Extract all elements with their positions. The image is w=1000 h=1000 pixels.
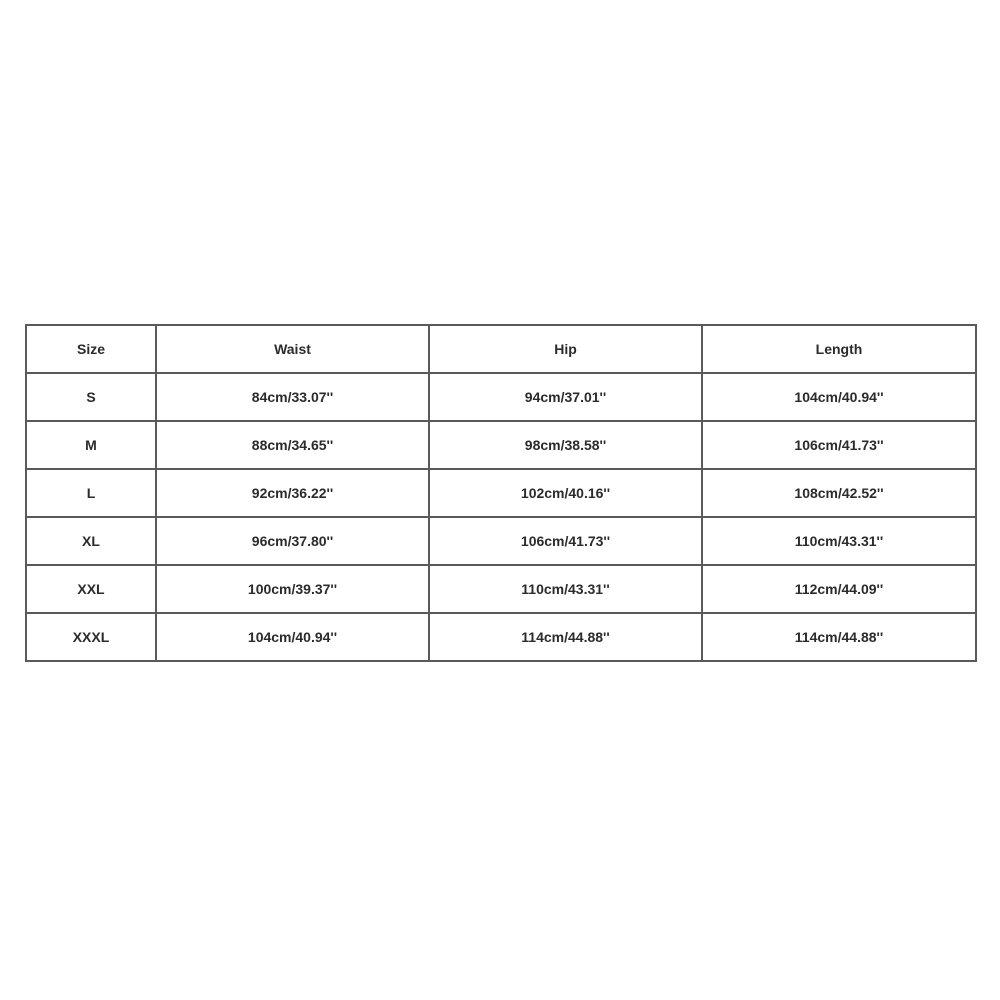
table-row <box>26 469 976 517</box>
cell-waist: 92cm/36.22'' <box>156 469 429 517</box>
cell-waist: 84cm/33.07'' <box>156 373 429 421</box>
cell-size: XL <box>26 517 156 565</box>
cell-hip: 102cm/40.16'' <box>429 469 702 517</box>
cell-waist: 88cm/34.65'' <box>156 421 429 469</box>
header-waist: Waist <box>156 325 429 373</box>
cell-size: S <box>26 373 156 421</box>
cell-size: L <box>26 469 156 517</box>
cell-waist: 104cm/40.94'' <box>156 613 429 661</box>
cell-waist: 100cm/39.37'' <box>156 565 429 613</box>
header-size: Size <box>26 325 156 373</box>
cell-size: M <box>26 421 156 469</box>
table-row <box>26 373 976 421</box>
cell-hip: 94cm/37.01'' <box>429 373 702 421</box>
table-header-row <box>26 325 976 373</box>
cell-length: 112cm/44.09'' <box>702 565 976 613</box>
cell-length: 106cm/41.73'' <box>702 421 976 469</box>
cell-length: 110cm/43.31'' <box>702 517 976 565</box>
size-chart-table <box>25 324 977 662</box>
table-row <box>26 517 976 565</box>
cell-length: 104cm/40.94'' <box>702 373 976 421</box>
cell-size: XXL <box>26 565 156 613</box>
cell-length: 108cm/42.52'' <box>702 469 976 517</box>
table-row <box>26 613 976 661</box>
cell-waist: 96cm/37.80'' <box>156 517 429 565</box>
table-row <box>26 565 976 613</box>
header-length: Length <box>702 325 976 373</box>
cell-size: XXXL <box>26 613 156 661</box>
cell-hip: 106cm/41.73'' <box>429 517 702 565</box>
table-row <box>26 421 976 469</box>
cell-hip: 98cm/38.58'' <box>429 421 702 469</box>
header-hip: Hip <box>429 325 702 373</box>
cell-length: 114cm/44.88'' <box>702 613 976 661</box>
cell-hip: 114cm/44.88'' <box>429 613 702 661</box>
cell-hip: 110cm/43.31'' <box>429 565 702 613</box>
